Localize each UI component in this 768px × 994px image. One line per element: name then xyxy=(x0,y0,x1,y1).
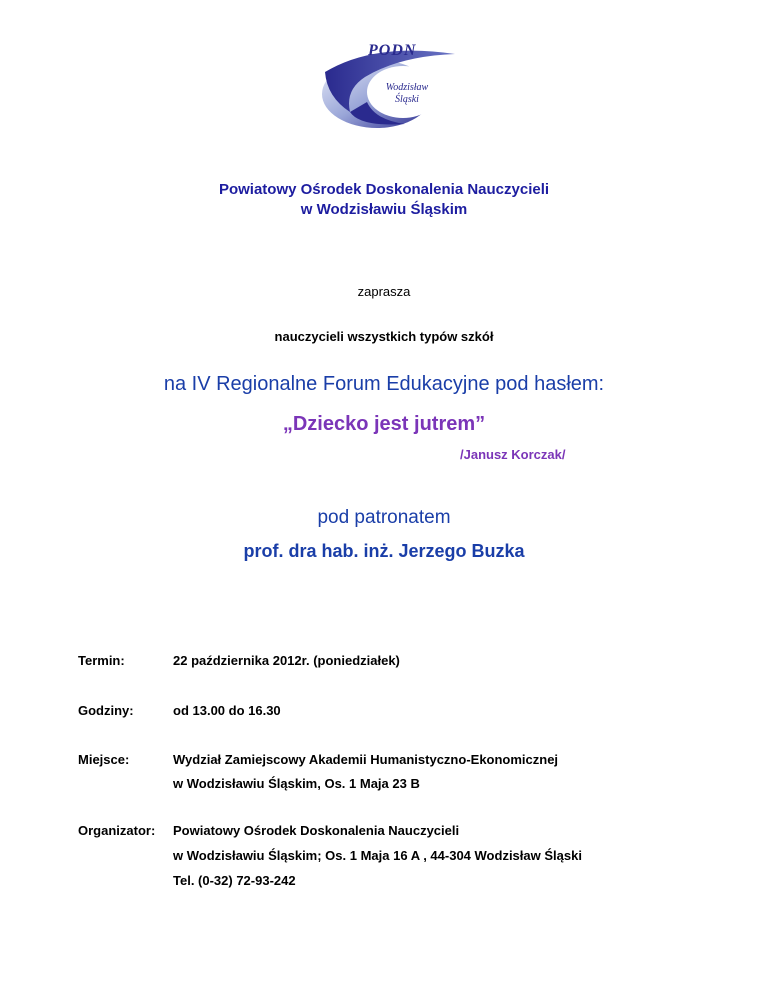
term-label: Termin: xyxy=(78,653,125,668)
hours-label: Godziny: xyxy=(78,703,134,718)
motto-author: /Janusz Korczak/ xyxy=(460,447,566,462)
patronage-label: pod patronatem xyxy=(317,507,451,528)
organizer-line2: w Wodzisławiu Śląskim; Os. 1 Maja 16 A , 44-304 Wodzisław Śląski xyxy=(173,848,582,863)
place-label: Miejsce: xyxy=(78,752,130,767)
logo-location xyxy=(377,82,437,106)
audience-text: nauczycieli wszystkich typów szkół xyxy=(274,329,494,344)
organizer-label: Organizator: xyxy=(78,823,156,838)
organization-title-line1: Powiatowy Ośrodek Doskonalenia Nauczycieli xyxy=(218,181,550,198)
term-value: 22 października 2012r. (poniedziałek) xyxy=(173,653,400,668)
invites-text: zaprasza xyxy=(357,284,411,299)
logo-wordmark: PODN xyxy=(368,42,417,59)
logo-location-line1: Wodzisław xyxy=(385,82,429,93)
organizer-phone: Tel. (0-32) 72-93-242 xyxy=(173,873,296,888)
patron-name: prof. dra hab. inż. Jerzego Buzka xyxy=(243,541,525,561)
organizer-line1: Powiatowy Ośrodek Doskonalenia Nauczycieli xyxy=(173,823,460,838)
forum-title: na IV Regionalne Forum Edukacyjne pod hasłem: xyxy=(163,373,605,395)
hours-value: od 13.00 do 16.30 xyxy=(173,703,281,718)
place-line1: Wydział Zamiejscowy Akademii Humanistyczno-Ekonomicznej xyxy=(173,752,559,767)
place-line2: w Wodzisławiu Śląskim, Os. 1 Maja 23 B xyxy=(173,776,420,791)
organization-title xyxy=(0,180,768,220)
forum-motto: „Dziecko jest jutrem” xyxy=(282,413,486,435)
logo-location-line2: Śląski xyxy=(395,94,419,105)
organization-title-line2: w Wodzisławiu Śląskim xyxy=(300,201,468,218)
